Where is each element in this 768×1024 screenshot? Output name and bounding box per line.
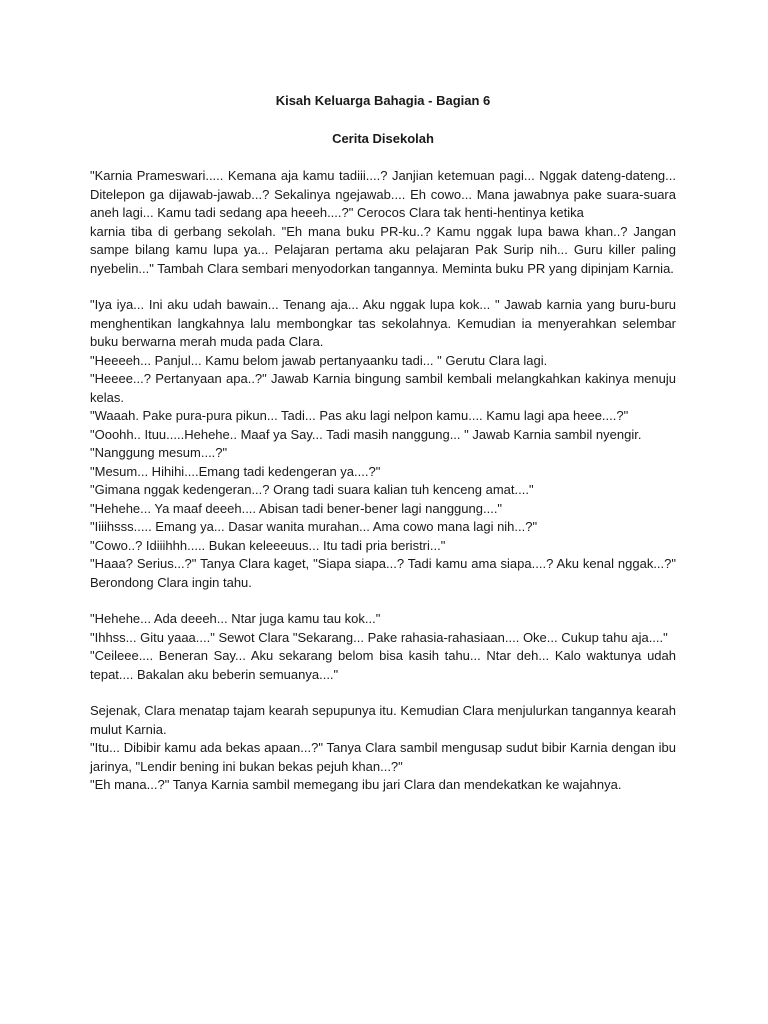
paragraph: "Cowo..? Idiiihhh..... Bukan keleeeuus... Itu tadi pria beristri..." [90, 537, 446, 553]
paragraph: "Heeeeh... Panjul... Kamu belom jawab pertanyaanku tadi... " Gerutu Clara lagi. [90, 352, 548, 368]
paragraph: "Karnia Prameswari..... Kemana aja kamu tadiii....? Janjian ketemuan pagi... Nggak dateng-dateng... Ditelepon ga dijawab-jawab...? Sekalinya ngejawab.... Eh cowo... Mana jawabnya pake suara-suara aneh lagi... Kamu tadi sedang apa heeeh....?" Cerocos Clara tak henti-hentinya ketika [90, 168, 676, 220]
paragraph: "Iiiihsss..... Emang ya... Dasar wanita murahan... Ama cowo mana lagi nih...?" [90, 519, 538, 534]
paragraph: "Waaah. Pake pura-pura pikun... Tadi... Pas aku lagi nelpon kamu.... Kamu lagi apa heee....?" [90, 408, 629, 423]
paragraph: "Nanggung mesum....?" [90, 445, 228, 460]
paragraph: karnia tiba di gerbang sekolah. "Eh mana buku PR-ku..? Kamu nggak lupa bawa khan..? Jangan sampe bilang kamu lupa ya... Pelajaran pertama aku pelajaran Pak Surip nih... Guru killer paling nyebelin..." Tambah Clara sembari menyodorkan tangannya. Meminta buku PR yang dipinjam Karnia. [90, 223, 676, 276]
paragraph: "Eh mana...?" Tanya Karnia sambil memegang ibu jari Clara dan mendekatkan ke wajahnya. [90, 777, 622, 792]
paragraph: "Haaa? Serius...?" Tanya Clara kaget, "Siapa siapa...? Tadi kamu ama siapa....? Aku kenal nggak...?" Berondong Clara ingin tahu. [90, 556, 676, 590]
paragraph: "Iya iya... Ini aku udah bawain... Tenang aja... Aku nggak lupa kok... " Jawab karnia yang buru-buru menghentikan langkahnya lalu membongkar tas sekolahnya. Kemudian ia menyerahkan selembar buku berwarna merah muda pada Clara. [90, 297, 676, 349]
document-body [90, 167, 676, 795]
paragraph: Sejenak, Clara menatap tajam kearah sepupunya itu. Kemudian Clara menjulurkan tangannya kearah mulut Karnia. [90, 703, 676, 737]
paragraph-gap [90, 592, 676, 610]
document-title: Kisah Keluarga Bahagia - Bagian 6 [275, 93, 491, 108]
paragraph: "Heeee...? Pertanyaan apa..?" Jawab Karnia bingung sambil kembali melangkahkan kakinya menuju kelas. [90, 371, 676, 405]
paragraph: "Mesum... Hihihi....Emang tadi kedengeran ya....?" [90, 463, 381, 479]
paragraph: "Itu... Dibibir kamu ada bekas apaan...?" Tanya Clara sambil mengusap sudut bibir Karnia dengan ibu jarinya, "Lendir bening ini bukan bekas pejuh khan...?" [90, 740, 676, 774]
paragraph: "Hehehe... Ada deeeh... Ntar juga kamu tau kok..." [90, 611, 381, 626]
paragraph: "Ooohh.. Ituu.....Hehehe.. Maaf ya Say... Tadi masih nanggung... " Jawab Karnia sambil nyengir. [90, 426, 642, 442]
document-subtitle: Cerita Disekolah [332, 131, 434, 146]
paragraph: "Hehehe... Ya maaf deeeh.... Abisan tadi bener-bener lagi nanggung...." [90, 500, 503, 516]
document-page [90, 92, 676, 795]
paragraph: "Ihhss... Gitu yaaa...." Sewot Clara "Sekarang... Pake rahasia-rahasiaan.... Oke... Cukup tahu aja...." [90, 629, 668, 645]
paragraph-gap [90, 278, 676, 296]
paragraph: "Ceileee.... Beneran Say... Aku sekarang belom bisa kasih tahu... Ntar deh... Kalo waktunya udah tepat.... Bakalan aku beberin semuanya...." [90, 648, 676, 682]
paragraph: "Gimana nggak kedengeran...? Orang tadi suara kalian tuh kenceng amat...." [90, 482, 534, 497]
paragraph-gap [90, 684, 676, 702]
